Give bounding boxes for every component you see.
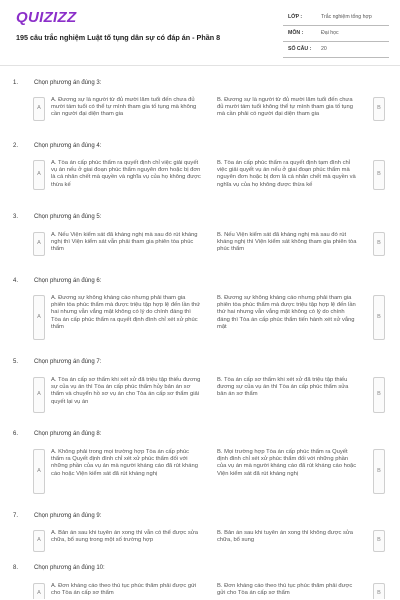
meta-label: MÔN : [288,30,304,36]
option-letter: B [377,240,381,246]
meta-row-class [283,10,389,26]
option-a[interactable] [33,377,203,413]
option-b-text: B. Nếu Viện kiểm sát đã kháng nghị mà sau đó rút kháng nghị thì Viện kiểm sát không tham gia phiên tòa phúc thẩm [217,232,357,253]
option-a-box[interactable] [33,232,45,256]
option-letter: B [377,171,381,177]
option-a-box[interactable] [33,583,45,599]
option-b-text: B. Đơn kháng cáo theo thủ tục phúc thẩm phải được gửi cho Tòa án cấp sơ thẩm [217,583,353,597]
question-number: 8. [13,565,19,571]
option-a-box[interactable] [33,160,45,190]
option-a-box[interactable] [33,377,45,413]
option-letter: B [377,590,381,596]
option-letter: A [37,537,41,543]
meta-value: Trắc nghiệm tổng hợp [321,14,372,20]
option-b-text: B. Tòa án cấp phúc thẩm ra quyết định tạm đình chỉ việc giải quyết vụ án nếu ở giai đoạn phúc thẩm mà nguyên đơn hoặc bị đơn là cá nhân chết mà quyền và nghĩa vụ của họ không được thừa kế [217,160,356,188]
option-a[interactable] [33,583,203,599]
option-a-text: A. Đương sự là người từ đủ mười lăm tuổi đến chưa đủ mười tám tuổi có thể tự mình tham gia tố tụng mà không cần người đại diện tham gia [51,97,197,118]
option-letter: A [37,313,41,320]
option-letter: B [377,313,381,320]
option-b[interactable] [215,232,385,256]
option-b[interactable] [215,97,385,121]
option-a-text: A. Bản án sau khi tuyên án xong thì vẫn có thể được sửa chữa, bổ sung trong một số trường hợp [51,530,198,544]
option-b[interactable] [215,583,385,599]
question-prompt: Chọn phương án đúng 6: [34,278,102,284]
question-number: 6. [13,431,19,437]
option-a-text: A. Đơn kháng cáo theo thủ tục phúc thẩm phải được gửi cho Tòa án cấp sơ thẩm [51,583,197,597]
option-a-box[interactable] [33,97,45,121]
option-letter: B [377,467,381,474]
option-b-text: B. Mọi trường hợp Tòa án cấp phúc thẩm ra Quyết định đình chỉ xét xử phúc thẩm đối với những phần của vụ án mà người kháng cáo đã rút kháng cáo hoặc Viện kiểm sát đã rút kháng nghị [217,449,357,477]
option-b-box[interactable] [373,530,385,552]
option-a-box[interactable] [33,449,45,494]
option-letter: B [377,537,381,543]
option-letter: A [37,467,41,474]
meta-value: Đại học [321,30,339,36]
option-letter: A [37,391,41,397]
option-b-box[interactable] [373,295,385,340]
option-letter: A [37,590,41,596]
option-b-text: B. Đương sự là người từ đủ mười lăm tuổi đến chưa đủ mười tám tuổi không thể tự mình tham gia tố tụng mà cần phải có người đại diện tham gia [217,97,353,118]
meta-value: 20 [321,46,327,52]
question-prompt: Chọn phương án đúng 7: [34,359,102,365]
option-b-text: B. Đương sự không kháng cáo nhưng phải tham gia phiên tòa phúc thẩm mà được triệu tập hợp lệ đến lần thứ hai nhưng vẫn vắng mặt không có lý do chính đáng thì Tòa án cấp phúc thẩm tiến hành xét xử vắng mặt [217,295,356,330]
option-b[interactable] [215,377,385,413]
option-a-box[interactable] [33,530,45,552]
meta-label: SỐ CÂU : [288,46,312,52]
document-header [0,0,400,60]
option-letter: A [37,171,41,177]
question-prompt: Chọn phương án đúng 10: [34,565,105,571]
option-b-box[interactable] [373,160,385,190]
option-a[interactable] [33,160,203,190]
question-prompt: Chọn phương án đúng 9: [34,513,102,519]
option-b[interactable] [215,160,385,190]
meta-table [283,10,389,58]
question-number: 7. [13,513,19,519]
question-number: 3. [13,214,19,220]
option-letter: B [377,105,381,111]
option-b-box[interactable] [373,583,385,599]
option-b-text: B. Bản án sau khi tuyên án xong thì không được sửa chữa, bổ sung [217,530,353,544]
option-a[interactable] [33,295,203,340]
question-number: 4. [13,278,19,284]
option-b-text: B. Tòa án cấp sơ thẩm khi xét xử đã triệu tập thiếu đương sự của vụ án thì Tòa án cấp phúc thẩm sửa bản án sơ thẩm [217,377,349,398]
quizizz-logo: QUIZIZZ [16,9,77,26]
question-number: 2. [13,143,19,149]
header-divider [0,65,400,66]
option-b-box[interactable] [373,377,385,413]
option-a[interactable] [33,449,203,494]
option-b-box[interactable] [373,97,385,121]
option-b[interactable] [215,295,385,340]
option-a-box[interactable] [33,295,45,340]
question-number: 5. [13,359,19,365]
option-b-box[interactable] [373,449,385,494]
meta-row-count [283,42,389,58]
document-title: 195 câu trắc nghiệm Luật tố tụng dân sự có đáp án - Phần 8 [16,33,221,42]
question-prompt: Chọn phương án đúng 4: [34,143,102,149]
option-a-text: A. Nếu Viện kiểm sát đã kháng nghị mà sau đó rút kháng nghị thì Viện kiểm sát vẫn phải tham gia phiên tòa phúc thẩm [51,232,198,253]
option-a-text: A. Đương sự không kháng cáo nhưng phải tham gia phiên tòa phúc thẩm mà được triệu tập hợp lệ đến lần thứ hai nhưng vẫn vắng mặt không có lý do chính đáng thì Tòa án cấp phúc thẩm ra quyết định đình chỉ xét xử phúc thẩm [51,295,201,330]
option-letter: B [377,391,381,397]
option-a-text: A. Không phải trong mọi trường hợp Tòa án cấp phúc thẩm ra Quyết định đình chỉ xét xử phúc thẩm đối với những phần của vụ án mà người kháng cáo đã rút kháng cáo hoặc Viện kiểm sát đã rút kháng nghị [51,449,198,477]
option-letter: A [37,105,41,111]
question-number: 1. [13,80,19,86]
meta-label: LỚP : [288,14,303,20]
option-a-text: A. Tòa án cấp phúc thẩm ra quyết định chỉ việc giải quyết vụ án nếu ở giai đoạn phúc thẩm nguyên đơn hoặc bị đơn là cá nhân chết mà quyền và nghĩa vụ của họ không được thừa kế [51,160,201,188]
option-a-text: A. Tòa án cấp sơ thẩm khi xét xử đã triệu tập thiếu đương sự của vụ án thì Tòa án cấp phúc thẩm hủy bản án sơ thẩm và chuyển hồ sơ vụ án cho Tòa án cấp sơ thẩm giải quyết lại vụ án [51,377,201,405]
option-b[interactable] [215,449,385,494]
meta-row-subject [283,26,389,42]
question-prompt: Chọn phương án đúng 5: [34,214,102,220]
option-a[interactable] [33,530,203,552]
option-letter: A [37,240,41,246]
question-prompt: Chọn phương án đúng 8: [34,431,102,437]
option-a[interactable] [33,232,203,256]
option-b[interactable] [215,530,385,552]
option-a[interactable] [33,97,203,121]
option-b-box[interactable] [373,232,385,256]
question-prompt: Chọn phương án đúng 3: [34,80,102,86]
